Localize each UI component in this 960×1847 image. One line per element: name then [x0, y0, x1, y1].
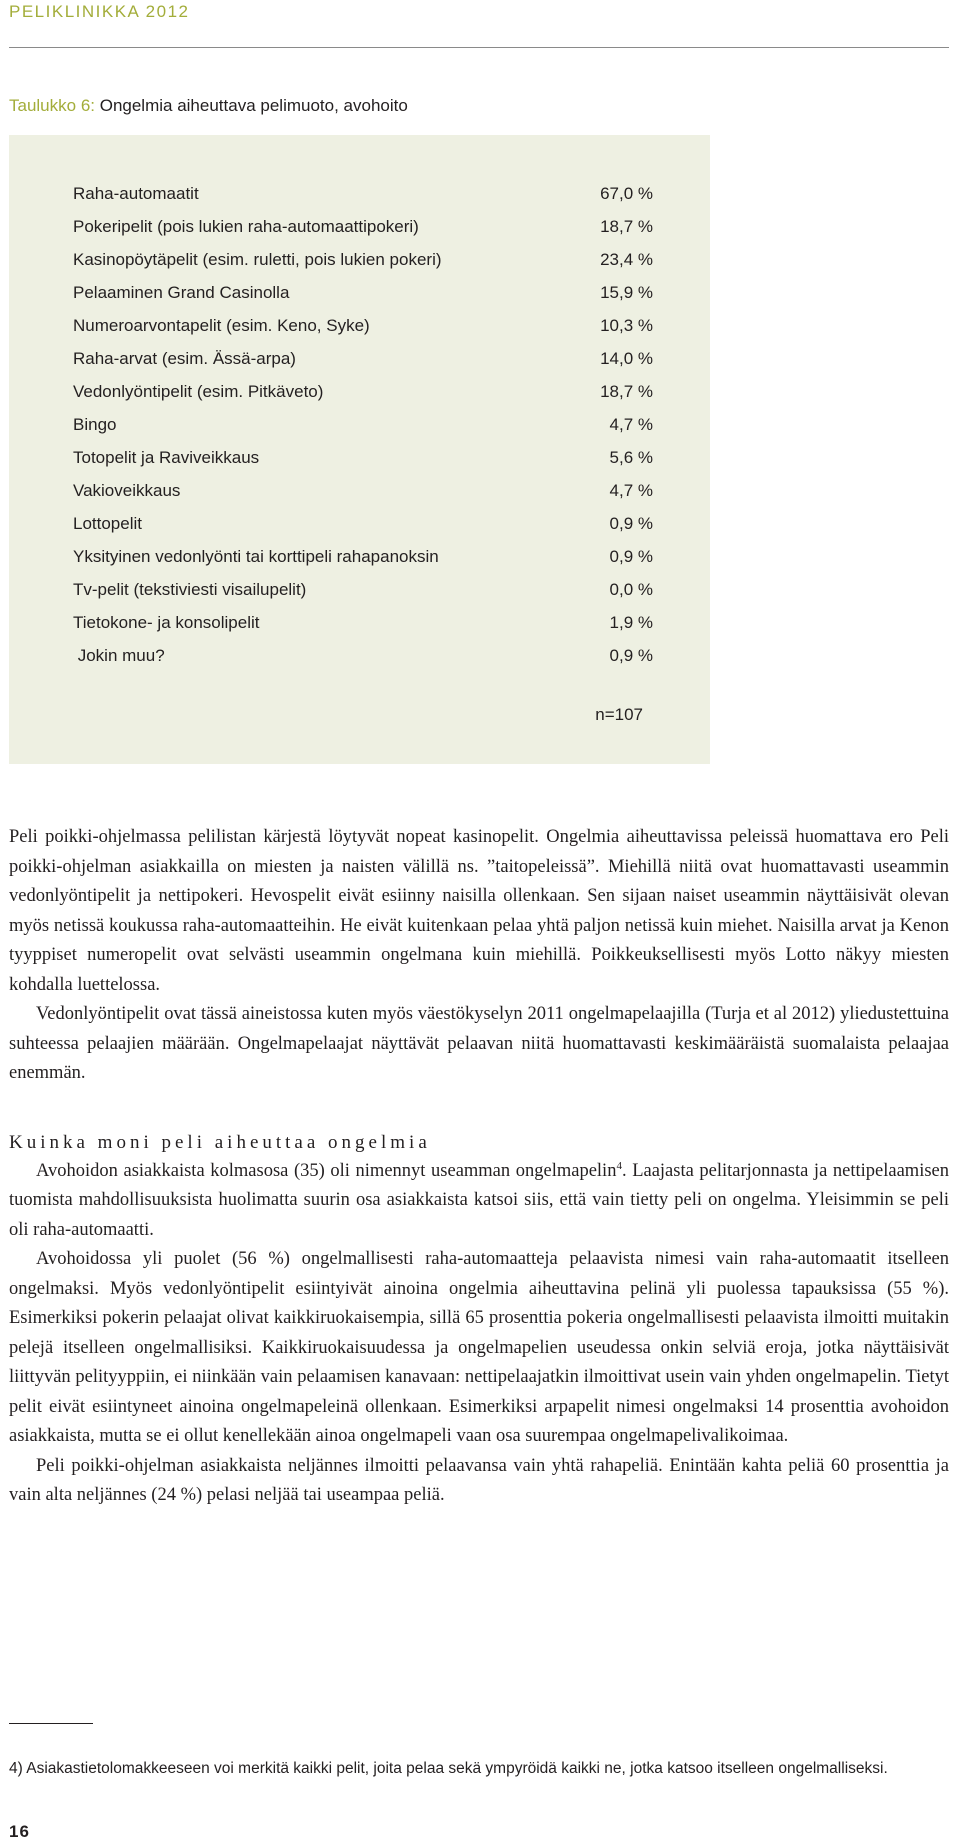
table-row — [73, 474, 653, 507]
row-label: Pelaaminen Grand Casinolla — [73, 283, 290, 302]
row-label: Numeroarvontapelit (esim. Keno, Syke) — [73, 316, 370, 335]
paragraph: Peli poikki-ohjelman asiakkaista neljännes ilmoitti pelaavansa vain yhtä rahapeliä. Enintään kahta peliä 60 prosenttia ja vain alta neljännes (24 %) pelasi neljää tai useampaa peliä. — [9, 1455, 949, 1505]
row-label: Kasinopöytäpelit (esim. ruletti, pois lukien pokeri) — [73, 250, 442, 269]
paragraph-text: Avohoidon asiakkaista kolmasosa (35) oli nimennyt useamman ongelmapelin — [36, 1160, 617, 1181]
row-value: 14,0 % — [600, 349, 653, 368]
footnote-divider — [9, 1723, 93, 1724]
row-value: 18,7 % — [600, 217, 653, 236]
paragraph-text: . Laajasta pelitarjonnasta ja nettipelaamisen tuomista mahdollisuuksista huolimatta suurin osa asiakkaista katsoi siis, että vain tietty peli on ongelma. Yleisimmin se peli oli raha-automaatti. — [9, 1160, 949, 1240]
table-row — [73, 408, 653, 441]
header-divider — [9, 47, 949, 48]
table-row — [73, 210, 653, 243]
footnote: 4) Asiakastietolomakkeeseen voi merkitä kaikki pelit, joita pelaa sekä ympyröidä kaikki ne, jotka katsoo itselleen ongelmalliseksi. — [9, 1760, 888, 1777]
table-row — [73, 342, 653, 375]
row-value: 10,3 % — [600, 316, 653, 335]
row-label: Lottopelit — [73, 514, 142, 533]
table-row — [73, 573, 653, 606]
row-value: 0,9 % — [609, 646, 653, 665]
table-row — [73, 639, 653, 672]
running-header: PELIKLINIKKA 2012 — [9, 2, 190, 21]
table-row — [73, 375, 653, 408]
table-row — [73, 540, 653, 573]
row-label: Jokin muu? — [73, 646, 165, 665]
table-row — [73, 177, 653, 210]
paragraph: Avohoidossa yli puolet (56 %) ongelmallisesti raha-automaatteja pelaavista nimesi vain raha-automaatit itselleen ongelmaksi. Myös vedonlyöntipelit esiintyivät ainoina ongelmia aiheuttavina pelinä yli puolessa tapauksissa (55 %). Esimerkiksi pokerin pelaajat olivat kaikkiruokaisempia, sillä 65 prosenttia pokeria ongelmallisesti pelaavista ilmoitti muitakin pelejä itselleen ongelmallisiksi. Kaikkiruokaisuudessa ja ongelmapelien useudessa onkin selviä eroja, jotka näyttäisivät liittyvän pelityyppiin, ei niinkään vain pelaamisen kanavaan: nettipelaajatkin ilmoittivat usein vain yhden ongelmapelin. Tietyt pelit eivät esiintyneet ainoina ongelmapeleinä ollenkaan. Esimerkiksi arpapelit nimesi ongelmaksi 14 prosenttia avohoidon asiakkaista, mutta se ei ollut kenellekään ainoa ongelmapeli vaan osa suurempaa ongelmapelivalikoimaa. — [9, 1249, 949, 1446]
table-row — [73, 309, 653, 342]
table-row — [73, 507, 653, 540]
row-value: 0,9 % — [609, 547, 653, 566]
sample-size: n=107 — [595, 705, 643, 724]
page-number: 16 — [9, 1822, 30, 1841]
table-caption — [9, 96, 408, 116]
row-value: 18,7 % — [600, 382, 653, 401]
row-label: Totopelit ja Raviveikkaus — [73, 448, 260, 467]
row-label: Tietokone- ja konsolipelit — [73, 613, 260, 632]
row-label: Yksityinen vedonlyönti tai korttipeli rahapanoksin — [73, 547, 439, 566]
row-value: 4,7 % — [609, 481, 653, 500]
row-value: 23,4 % — [600, 250, 653, 269]
data-table — [9, 135, 710, 764]
row-label: Pokeripelit (pois lukien raha-automaattipokeri) — [73, 217, 419, 236]
row-value: 15,9 % — [600, 283, 653, 302]
row-label: Raha-arvat (esim. Ässä-arpa) — [73, 349, 296, 368]
row-value: 1,9 % — [609, 613, 653, 632]
row-value: 0,9 % — [609, 514, 653, 533]
table-row — [73, 243, 653, 276]
paragraph: Vedonlyöntipelit ovat tässä aineistossa kuten myös väestökyselyn 2011 ongelmapelaajilla (Turja et al 2012) yliedustettuina suhteessa pelaajien määrään. Ongelmapelaajat näyttävät pelaavan niitä huomattavasti keskimääräistä suomalaista pelaajaa enemmän. — [9, 1004, 949, 1083]
table-caption-label: Taulukko 6: — [9, 96, 95, 115]
row-value: 4,7 % — [609, 415, 653, 434]
row-label: Bingo — [73, 415, 117, 434]
table-row — [73, 276, 653, 309]
section-heading: Kuinka moni peli aiheuttaa ongelmia — [9, 1131, 431, 1153]
footnote-ref[interactable]: 4 — [616, 1159, 622, 1172]
row-value: 67,0 % — [600, 184, 653, 203]
table-caption-text: Ongelmia aiheuttava pelimuoto, avohoito — [95, 96, 408, 115]
row-label: Tv-pelit (tekstiviesti visailupelit) — [73, 580, 307, 599]
row-label: Vedonlyöntipelit (esim. Pitkäveto) — [73, 382, 324, 401]
paragraph: Peli poikki-ohjelmassa pelilistan kärjestä löytyvät nopeat kasinopelit. Ongelmia aiheuttavissa peleissä huomattava ero Peli poikki-ohjelman asiakkailla on miesten ja naisten välillä ns. ”taitopeleissä”. Miehillä niitä ovat huomattavasti useammin vedonlyöntipelit ja nettipokeri. Hevospelit eivät esiinny naisilla ollenkaan. Sen sijaan naiset useammin näyttäisivät olevan myös netissä koukussa raha-automaatteihin. He eivät kuitenkaan pelaa yhtä paljon netissä kuin miehet. Naisilla arvat ja Kenon tyyppiset numeropelit ovat selvästi useammin ongelmana kuin miehillä. Poikkeuksellisesti myös Lotto näkyy miesten kohdalla luettelossa. — [9, 827, 949, 995]
row-label: Raha-automaatit — [73, 184, 199, 203]
row-value: 0,0 % — [609, 580, 653, 599]
table-row — [73, 441, 653, 474]
body-text — [9, 823, 949, 1511]
row-value: 5,6 % — [609, 448, 653, 467]
row-label: Vakioveikkaus — [73, 481, 181, 500]
table-row — [73, 606, 653, 639]
paragraph — [9, 1157, 949, 1246]
